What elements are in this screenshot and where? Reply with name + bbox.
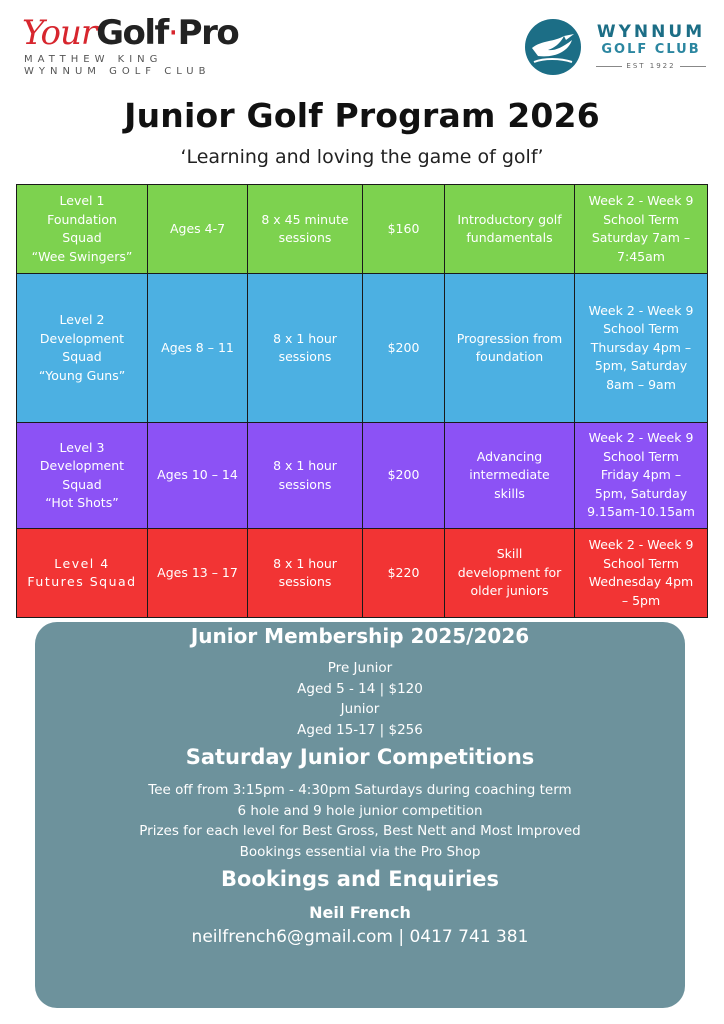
program-table <box>16 184 708 618</box>
schedule-line: Saturday 7am – <box>591 230 691 245</box>
logo-club-name: WYNNUM GOLF CLUB <box>24 66 211 77</box>
description-line: skills <box>494 485 525 501</box>
ages-cell: Ages 4-7 <box>148 185 248 274</box>
ages-cell: Ages 13 – 17 <box>148 529 248 618</box>
schedule-line: 5pm, Saturday <box>594 485 688 501</box>
pelican-emblem-icon <box>524 18 582 76</box>
competitions-list <box>35 780 685 862</box>
schedule-line: Week 2 - Week 9 <box>588 302 694 318</box>
wynnum-golf-club-logo <box>524 18 714 78</box>
schedule-cell <box>575 529 708 618</box>
schedule-line: 7:45am <box>617 248 665 264</box>
description-line: Advancing <box>476 448 543 464</box>
sessions-line: sessions <box>278 230 332 245</box>
schedule-line: Week 2 - Week 9 <box>588 537 694 552</box>
sessions-cell <box>248 423 363 529</box>
level-line: Development <box>39 330 125 346</box>
description-line: Introductory golf <box>457 211 562 227</box>
level-line: “Young Guns” <box>38 367 126 383</box>
schedule-line: Wednesday 4pm <box>588 574 694 589</box>
level-line: Level 3 <box>59 439 105 455</box>
page-title: Junior Golf Program 2026 <box>124 96 600 135</box>
sessions-line: 8 x 1 hour <box>273 330 337 346</box>
level-cell <box>17 529 148 618</box>
schedule-cell <box>575 274 708 423</box>
sessions-line: 8 x 1 hour <box>273 555 337 571</box>
program-row-level-2 <box>17 274 708 423</box>
schedule-line: Week 2 - Week 9 <box>588 193 694 208</box>
level-line: “Wee Swingers” <box>31 248 133 264</box>
logo-word-pro: Pro <box>177 13 239 53</box>
schedule-line: 5pm, Saturday <box>594 358 688 374</box>
ages-cell: Ages 10 – 14 <box>148 423 248 529</box>
competitions-line: Tee off from 3:15pm - 4:30pm Saturdays during coaching term <box>148 782 572 798</box>
description-line: intermediate <box>469 467 550 483</box>
yourgolfpro-logo <box>22 13 239 82</box>
level-line: Squad <box>62 476 102 492</box>
sessions-line: sessions <box>278 476 332 492</box>
competitions-line: Bookings essential via the Pro Shop <box>239 843 481 860</box>
schedule-line: School Term <box>603 321 679 337</box>
competitions-heading: Saturday Junior Competitions <box>185 745 535 769</box>
sessions-cell <box>248 529 363 618</box>
level-line: Squad <box>62 230 102 245</box>
price-cell: $160 <box>363 185 445 274</box>
level-line: Squad <box>62 349 102 364</box>
logo-pro-name: MATTHEW KING <box>24 54 163 65</box>
description-cell <box>445 185 575 274</box>
description-line: foundation <box>475 349 544 364</box>
logo-word-your: Your <box>22 13 97 53</box>
schedule-line: Thursday 4pm – <box>590 339 692 355</box>
club-established <box>588 62 714 70</box>
schedule-line: – 5pm <box>621 592 661 608</box>
competitions-line: 6 hole and 9 hole junior competition <box>237 802 483 819</box>
program-row-level-4 <box>17 529 708 618</box>
info-panel <box>35 622 685 1008</box>
membership-line: Aged 5 - 14 | $120 <box>297 680 423 697</box>
schedule-line: School Term <box>603 555 679 571</box>
description-line: development for <box>457 564 562 580</box>
page-subtitle: ‘Learning and loving the game of golf’ <box>180 146 544 168</box>
club-est-text: EST 1922 <box>626 62 676 70</box>
level-line: Futures Squad <box>27 574 137 589</box>
level-cell <box>17 185 148 274</box>
description-cell <box>445 274 575 423</box>
club-name: WYNNUM <box>596 22 706 42</box>
level-line: “Hot Shots” <box>45 495 119 510</box>
level-cell <box>17 423 148 529</box>
bookings-heading: Bookings and Enquiries <box>220 867 500 891</box>
program-row-level-3 <box>17 423 708 529</box>
schedule-line: Friday 4pm – <box>600 467 682 483</box>
sessions-cell <box>248 185 363 274</box>
schedule-line: Week 2 - Week 9 <box>588 430 694 446</box>
yourgolfpro-wordmark <box>22 13 239 53</box>
ages-cell: Ages 8 – 11 <box>148 274 248 423</box>
description-line: Skill <box>496 546 523 562</box>
sessions-line: sessions <box>278 574 332 589</box>
schedule-line: School Term <box>603 211 679 227</box>
description-line: Progression from <box>456 330 563 346</box>
schedule-line: School Term <box>603 448 679 464</box>
competitions-line: Prizes for each level for Best Gross, Best Nett and Most Improved <box>139 823 581 839</box>
contact-name: Neil French <box>309 903 411 922</box>
description-cell <box>445 423 575 529</box>
program-row-level-1 <box>17 185 708 274</box>
membership-line: Pre Junior <box>327 660 393 676</box>
level-cell <box>17 274 148 423</box>
schedule-cell <box>575 423 708 529</box>
schedule-cell <box>575 185 708 274</box>
sessions-line: 8 x 45 minute <box>261 211 349 227</box>
level-line: Level 2 <box>59 312 105 327</box>
sessions-line: sessions <box>278 349 332 364</box>
logo-word-golf: Golf <box>96 13 168 53</box>
contact-details: neilfrench6@gmail.com | 0417 741 381 <box>191 927 529 947</box>
schedule-line: 8am – 9am <box>606 376 676 392</box>
logo-dot: · <box>167 13 178 53</box>
membership-list <box>35 658 685 740</box>
club-wordmark <box>588 22 714 70</box>
level-line: Level 1 <box>59 193 105 208</box>
level-line: Level 4 <box>54 555 110 571</box>
sessions-cell <box>248 274 363 423</box>
description-line: fundamentals <box>466 230 553 245</box>
club-subname: GOLF CLUB <box>601 42 701 57</box>
description-cell <box>445 529 575 618</box>
sessions-line: 8 x 1 hour <box>273 458 337 473</box>
membership-line: Junior <box>340 701 380 717</box>
description-line: older juniors <box>470 583 549 599</box>
membership-line: Aged 15-17 | $256 <box>297 721 423 738</box>
level-line: Foundation <box>47 211 117 227</box>
price-cell: $220 <box>363 529 445 618</box>
price-cell: $200 <box>363 274 445 423</box>
level-line: Development <box>39 458 125 473</box>
membership-heading: Junior Membership 2025/2026 <box>190 624 530 648</box>
price-cell: $200 <box>363 423 445 529</box>
schedule-line: 9.15am-10.15am <box>587 504 695 520</box>
